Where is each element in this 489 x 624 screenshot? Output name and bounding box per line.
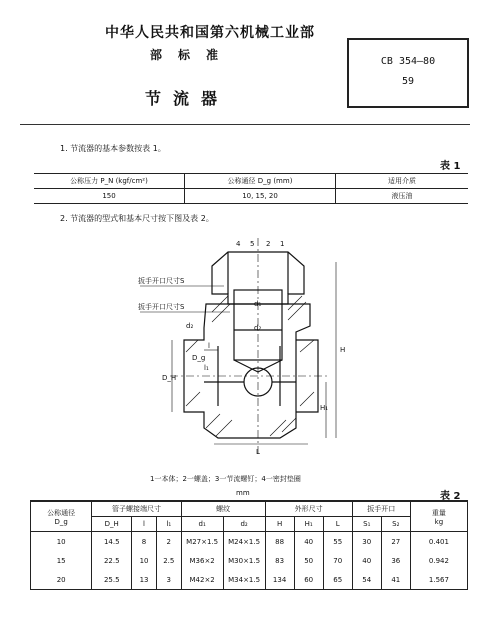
table-row bbox=[34, 174, 468, 189]
t2-header-weight: 重量 kg bbox=[410, 501, 467, 532]
table-cell: M34×1.5 bbox=[223, 570, 265, 590]
drawing-legend: 1一本体；2一螺盖；3一节流螺钉；4一密封垫圈 bbox=[150, 475, 301, 483]
table-cell: 36 bbox=[381, 551, 410, 570]
header-rule bbox=[20, 124, 470, 125]
table1-header-diameter: 公称通径 D_g (mm) bbox=[185, 174, 336, 189]
standard-code: CB 354—80 bbox=[380, 56, 436, 67]
dim-H: H bbox=[340, 346, 346, 354]
table-2 bbox=[30, 500, 468, 590]
table-cell: 8 bbox=[132, 532, 157, 552]
table1-cell: 10, 15, 20 bbox=[185, 189, 336, 204]
table-cell: 134 bbox=[265, 570, 294, 590]
table-row bbox=[31, 532, 468, 552]
t2-header-thread: 螺纹 bbox=[181, 501, 265, 517]
callout-2: 2 bbox=[266, 240, 271, 248]
t2-sub-d1: d₁ bbox=[181, 517, 223, 532]
table-cell: 50 bbox=[294, 551, 323, 570]
t2-sub-d2: d₂ bbox=[223, 517, 265, 532]
table1-header-medium: 适用介质 bbox=[336, 174, 469, 189]
table-cell: 55 bbox=[323, 532, 352, 552]
table-cell: 60 bbox=[294, 570, 323, 590]
table-row bbox=[34, 189, 468, 204]
dim-L: L bbox=[256, 448, 260, 456]
table-cell: M24×1.5 bbox=[223, 532, 265, 552]
table-cell: 1.567 bbox=[410, 570, 467, 590]
table-subheader-row bbox=[31, 517, 468, 532]
unit-label: mm bbox=[236, 489, 250, 497]
table-cell: 15 bbox=[31, 551, 92, 570]
dim-d1: d₁ bbox=[254, 300, 262, 308]
table-cell: 25.5 bbox=[92, 570, 132, 590]
table-cell: 54 bbox=[352, 570, 381, 590]
table-cell: 22.5 bbox=[92, 551, 132, 570]
dim-H1: H₁ bbox=[320, 404, 329, 412]
table-cell: 27 bbox=[381, 532, 410, 552]
table-cell: 14.5 bbox=[92, 532, 132, 552]
t2-sub-s1: S₁ bbox=[352, 517, 381, 532]
table-2-label: 表 2 bbox=[440, 491, 461, 502]
t2-sub-h: H bbox=[265, 517, 294, 532]
table-cell: 0.401 bbox=[410, 532, 467, 552]
section-1-text: 1. 节流器的基本参数按表 1。 bbox=[60, 144, 166, 153]
table-cell: 0.942 bbox=[410, 551, 467, 570]
table-1-label: 表 1 bbox=[440, 161, 461, 172]
callout-5: 5 bbox=[250, 240, 255, 248]
t2-header-outline: 外形尺寸 bbox=[265, 501, 352, 517]
wrench-label-1: 扳手开口尺寸S bbox=[138, 277, 185, 285]
body-outline bbox=[184, 304, 310, 438]
table-cell: M42×2 bbox=[181, 570, 223, 590]
table-1 bbox=[34, 173, 468, 204]
standard-code-box bbox=[347, 38, 469, 108]
t2-sub-l1: l₁ bbox=[156, 517, 181, 532]
table-row bbox=[31, 570, 468, 590]
table-cell: 30 bbox=[352, 532, 381, 552]
table-cell: 41 bbox=[381, 570, 410, 590]
dim-l1: l₁ bbox=[204, 364, 209, 372]
table-cell: 88 bbox=[265, 532, 294, 552]
table-cell: 70 bbox=[323, 551, 352, 570]
section-2-text: 2. 节流器的型式和基本尺寸按下图及表 2。 bbox=[60, 214, 214, 223]
dim-d2-lower: d₂ bbox=[186, 322, 194, 330]
t2-sub-L: L bbox=[323, 517, 352, 532]
document-title: 节流器 bbox=[145, 89, 230, 108]
table-cell: M30×1.5 bbox=[223, 551, 265, 570]
t2-sub-s2: S₂ bbox=[381, 517, 410, 532]
standard-type: 部标准 bbox=[150, 48, 235, 62]
dim-l: l bbox=[208, 342, 210, 350]
table-cell: 3 bbox=[156, 570, 181, 590]
ministry-name: 中华人民共和国第六机械工业部 bbox=[105, 25, 315, 41]
dim-DH: D_H bbox=[162, 374, 177, 382]
table-cell: 2.5 bbox=[156, 551, 181, 570]
dim-dg: D_g bbox=[192, 354, 206, 362]
table-header-row bbox=[31, 501, 468, 517]
callout-1: 1 bbox=[280, 240, 285, 248]
throttle-drawing bbox=[120, 232, 370, 464]
table1-cell: 150 bbox=[34, 189, 185, 204]
table-cell: M27×1.5 bbox=[181, 532, 223, 552]
table1-header-pressure: 公称压力 P_N (kgf/cm²) bbox=[34, 174, 185, 189]
table-cell: 40 bbox=[294, 532, 323, 552]
standard-code-page: 59 bbox=[401, 76, 415, 87]
table-cell: 83 bbox=[265, 551, 294, 570]
table-cell: 40 bbox=[352, 551, 381, 570]
t2-sub-l: l bbox=[132, 517, 157, 532]
t2-header-dg: 公称通径 D_g bbox=[31, 501, 92, 532]
callout-4: 4 bbox=[236, 240, 241, 248]
dim-d2-upper: d₂ bbox=[254, 324, 262, 332]
t2-sub-h1: H₁ bbox=[294, 517, 323, 532]
t2-sub-dh: D_H bbox=[92, 517, 132, 532]
table-cell: 2 bbox=[156, 532, 181, 552]
table-cell: 20 bbox=[31, 570, 92, 590]
wrench-label-2: 扳手开口尺寸S bbox=[138, 303, 185, 311]
table-cell: 13 bbox=[132, 570, 157, 590]
t2-header-pipe: 管子螺接端尺寸 bbox=[92, 501, 181, 517]
table-cell: 10 bbox=[132, 551, 157, 570]
t2-header-wrench: 扳手开口 bbox=[352, 501, 410, 517]
table-cell: 10 bbox=[31, 532, 92, 552]
table-cell: M36×2 bbox=[181, 551, 223, 570]
table-row bbox=[31, 551, 468, 570]
table-cell: 65 bbox=[323, 570, 352, 590]
table1-cell: 液压油 bbox=[336, 189, 469, 204]
